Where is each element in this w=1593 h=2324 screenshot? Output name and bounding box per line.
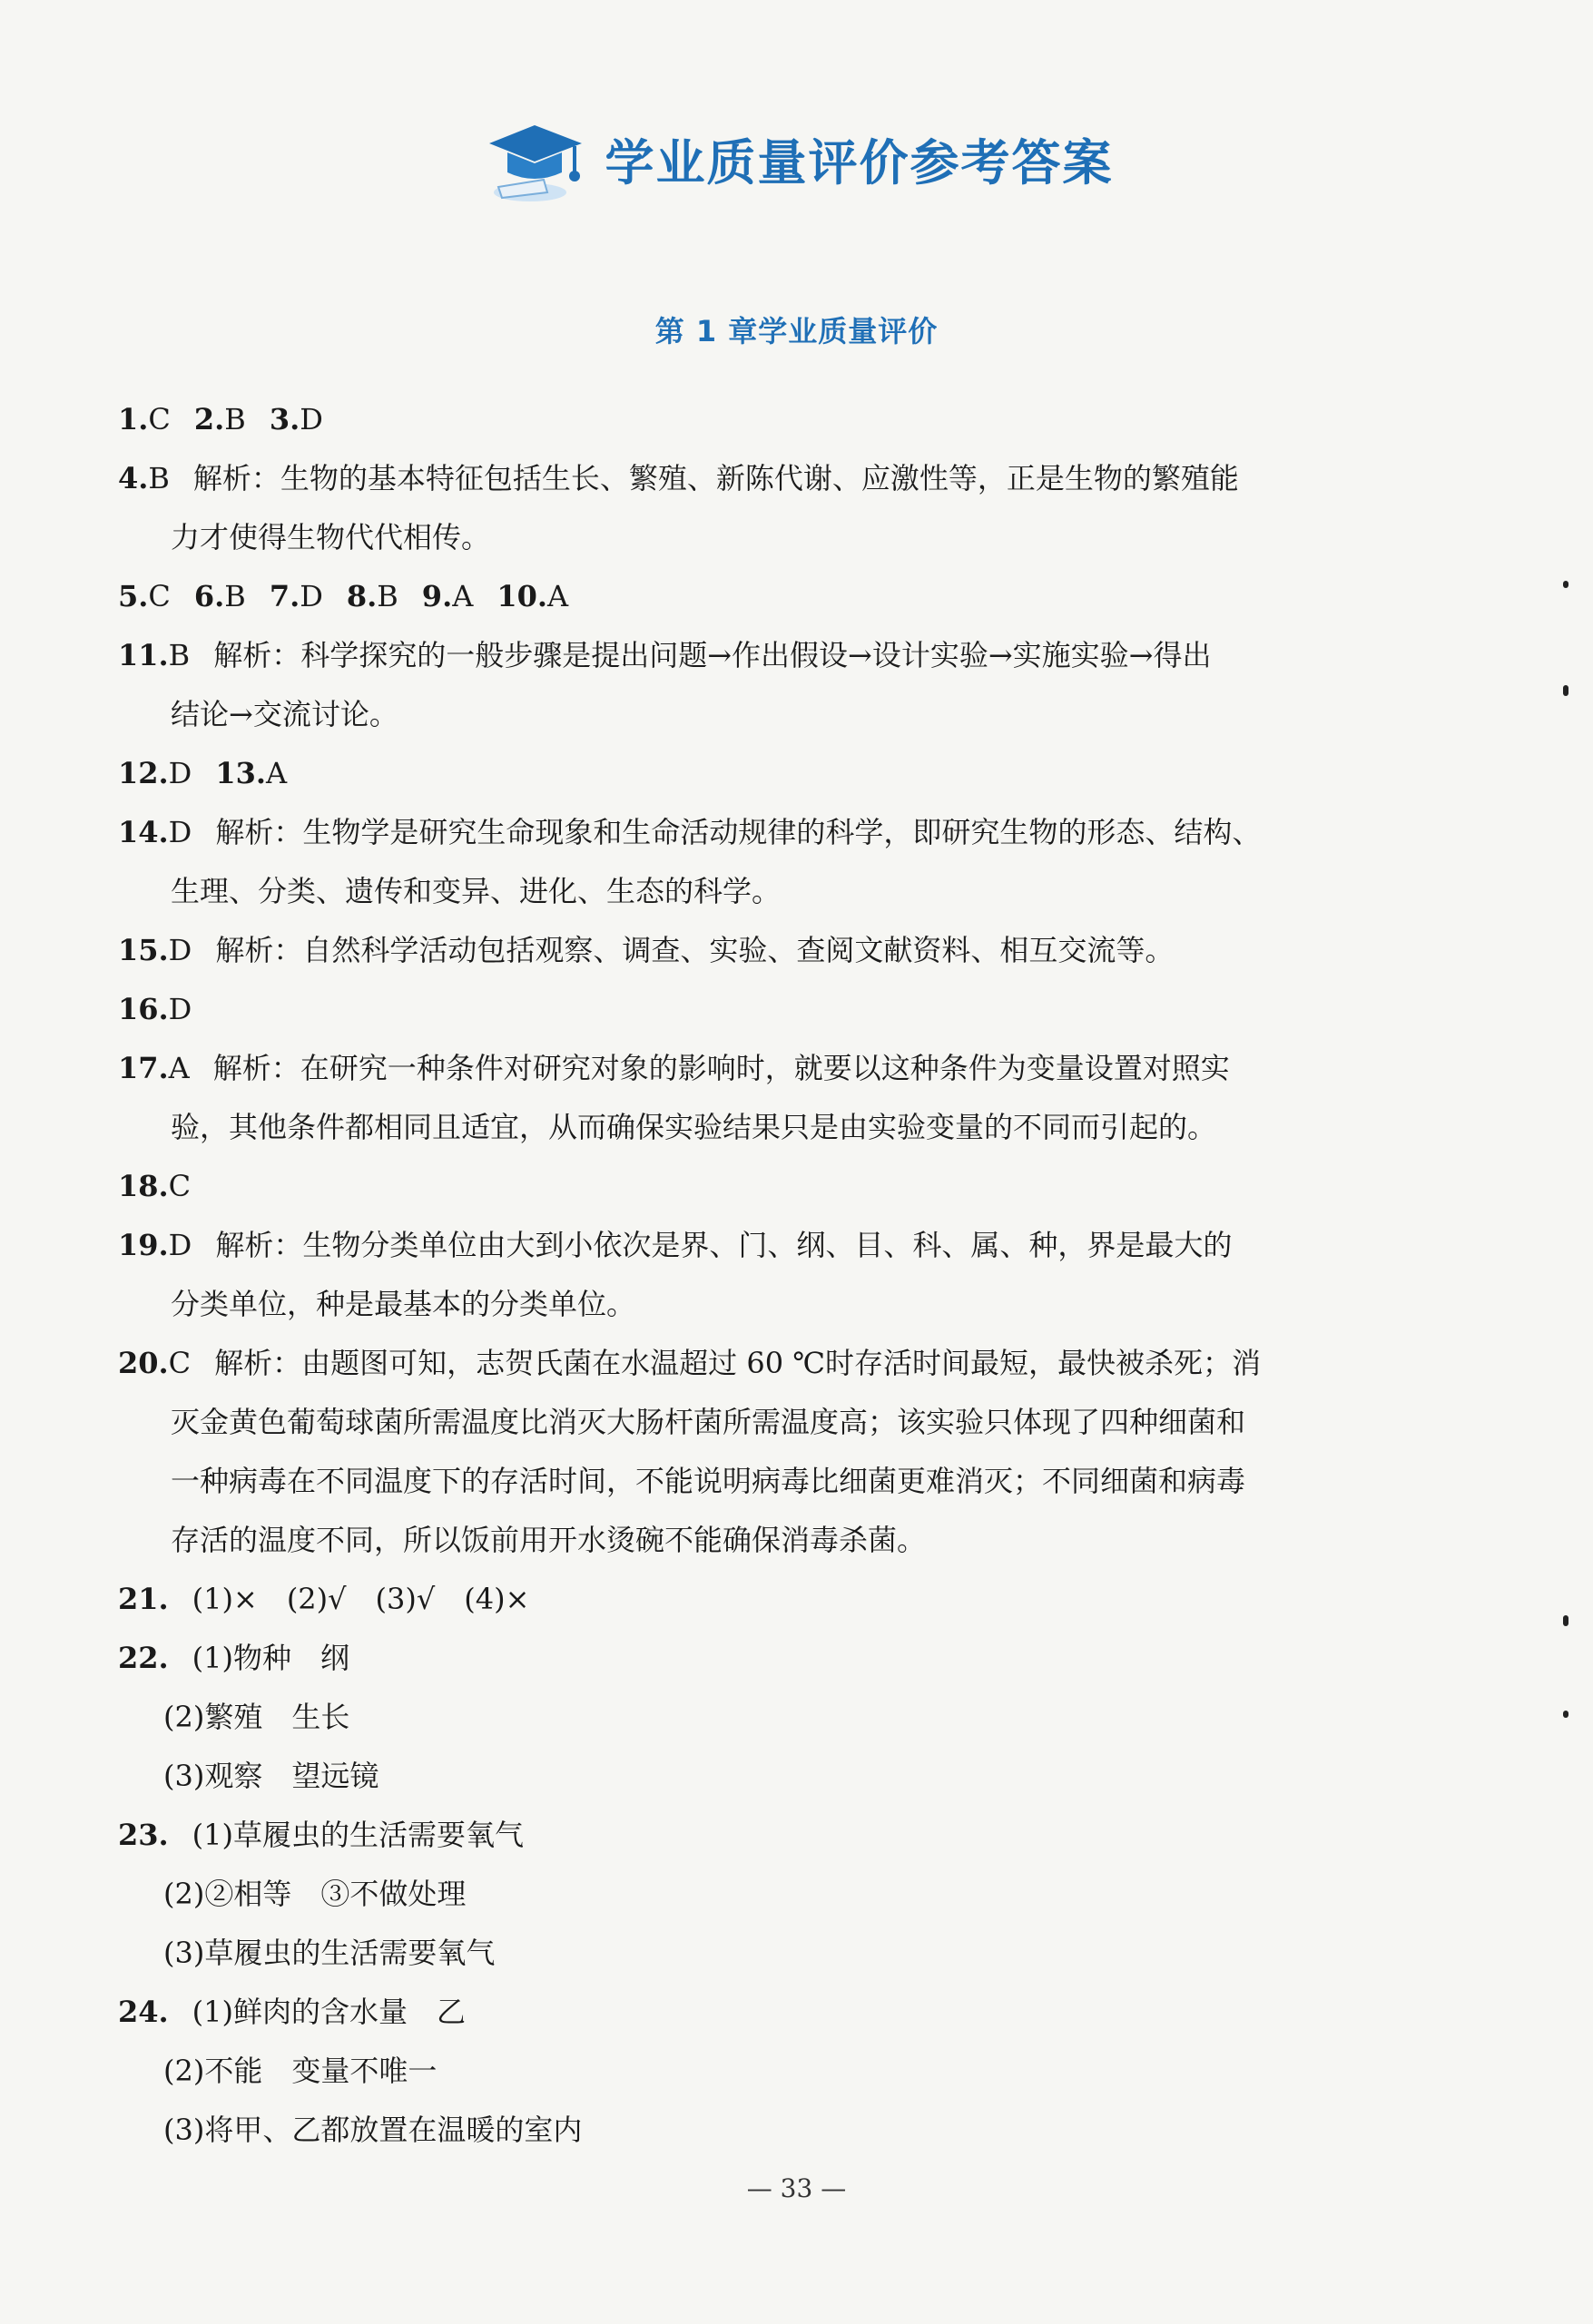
answer-text: 存活的温度不同，所以饭前用开水烫碗不能确保消毒杀菌。 [171, 1523, 927, 1557]
margin-mark [1563, 581, 1568, 588]
question-number: 10. [497, 579, 547, 613]
answer-explanation: 解析：由题图可知，志贺氏菌在水温超过 60 ℃时存活时间最短，最快被杀死；消 [214, 1346, 1262, 1380]
question-number: 7. [269, 579, 300, 613]
answer-line [118, 449, 1470, 508]
question-number: 19. [118, 1228, 169, 1262]
answer-choice: C [168, 1346, 192, 1380]
answer-explanation: 解析：科学探究的一般步骤是提出问题→作出假设→设计实验→实施实验→得出 [213, 638, 1212, 672]
answer-explanation: 解析：生物学是研究生命现象和生命活动规律的科学，即研究生物的形态、结构、 [215, 815, 1262, 849]
answer-text: 结论→交流讨论。 [171, 697, 398, 731]
answer-choice: B [168, 638, 191, 672]
question-number: 11. [118, 638, 169, 672]
answer-text: 力才使得生物代代相传。 [171, 520, 491, 554]
answer-choice: D [168, 992, 192, 1026]
question-number: 15. [118, 933, 169, 967]
question-number: 14. [118, 815, 169, 849]
question-number: 6. [193, 579, 225, 613]
answer-line [118, 921, 1470, 980]
answer-choice: B [224, 402, 246, 436]
question-number: 22. [118, 1641, 169, 1675]
answer-line [118, 508, 1470, 567]
answer-choice: B [377, 579, 398, 613]
answer-line [118, 1275, 1470, 1334]
question-number: 23. [118, 1818, 169, 1852]
answer-line [118, 1747, 1470, 1806]
question-number: 21. [118, 1582, 169, 1616]
answer-explanation: (1)鲜肉的含水量 乙 [192, 1995, 467, 2029]
answer-choice: D [168, 933, 192, 967]
answer-text: (2)②相等 ③不做处理 [163, 1877, 467, 1911]
question-number: 4. [118, 461, 149, 495]
answer-text: 生理、分类、遗传和变异、进化、生态的科学。 [171, 874, 782, 908]
question-number: 9. [421, 579, 453, 613]
answer-choice: D [168, 1228, 192, 1262]
answer-line [118, 2042, 1470, 2101]
answer-text: 灭金黄色葡萄球菌所需温度比消灭大肠杆菌所需温度高；该实验只体现了四种细菌和 [171, 1405, 1246, 1439]
answer-line [118, 1629, 1470, 1688]
page-title: 学业质量评价参考答案 [605, 133, 1114, 191]
answer-explanation: 解析：在研究一种条件对研究对象的影响时，就要以这种条件为变量设置对照实 [212, 1051, 1230, 1085]
question-number: 20. [118, 1346, 169, 1380]
answer-text: (2)不能 变量不唯一 [163, 2054, 438, 2088]
answer-choice: D [300, 579, 323, 613]
answer-line [118, 567, 1470, 626]
answer-list [118, 390, 1470, 2160]
answer-choice: A [452, 579, 474, 613]
answer-line [118, 1865, 1470, 1924]
answer-explanation: 解析：生物的基本特征包括生长、繁殖、新陈代谢、应激性等，正是生物的繁殖能 [192, 461, 1239, 495]
answer-text: (3)将甲、乙都放置在温暖的室内 [163, 2113, 583, 2147]
answer-line [118, 1806, 1470, 1865]
answer-explanation: 解析：生物分类单位由大到小依次是界、门、纲、目、科、属、种，界是最大的 [215, 1228, 1233, 1262]
question-number: 13. [215, 756, 266, 790]
question-number: 3. [269, 402, 300, 436]
answer-line [118, 1688, 1470, 1747]
answer-line [118, 390, 1470, 449]
answer-line [118, 744, 1470, 803]
answer-line [118, 980, 1470, 1039]
question-number: 2. [193, 402, 225, 436]
question-number: 17. [118, 1051, 169, 1085]
answer-line [118, 685, 1470, 744]
answer-choice: C [148, 402, 171, 436]
answer-line [118, 1039, 1470, 1098]
answer-line [118, 1983, 1470, 2042]
answer-explanation: (1)草履虫的生活需要氧气 [192, 1818, 525, 1852]
answer-choice: D [168, 756, 192, 790]
answer-choice: B [224, 579, 246, 613]
question-number: 16. [118, 992, 169, 1026]
answer-line [118, 862, 1470, 921]
answer-choice: B [148, 461, 170, 495]
chapter-title: 第 1 章学业质量评价 [654, 314, 939, 348]
answer-choice: D [300, 402, 323, 436]
answer-text: 分类单位，种是最基本的分类单位。 [171, 1287, 636, 1321]
answer-line [118, 1924, 1470, 1983]
answer-choice: A [266, 756, 288, 790]
answer-choice: C [148, 579, 171, 613]
question-number: 24. [118, 1995, 169, 2029]
answer-line [118, 803, 1470, 862]
answer-text: (2)繁殖 生长 [163, 1700, 350, 1734]
answer-line [118, 1570, 1470, 1629]
question-number: 1. [118, 402, 149, 436]
answer-line [118, 1334, 1470, 1393]
answer-choice: A [546, 579, 569, 613]
answer-line [118, 1511, 1470, 1570]
margin-mark [1563, 1615, 1568, 1626]
answer-line [118, 1393, 1470, 1452]
question-number: 5. [118, 579, 149, 613]
answer-explanation: (1)物种 纲 [192, 1641, 350, 1675]
question-number: 12. [118, 756, 169, 790]
answer-explanation: 解析：自然科学活动包括观察、调查、实验、查阅文献资料、相互交流等。 [215, 933, 1175, 967]
answer-line [118, 1216, 1470, 1275]
answer-line [118, 1098, 1470, 1157]
answer-choice: D [168, 815, 192, 849]
page-number: — 33 — [746, 2173, 847, 2203]
answer-text: 一种病毒在不同温度下的存活时间，不能说明病毒比细菌更难消灭；不同细菌和病毒 [171, 1464, 1246, 1498]
answer-line [118, 1157, 1470, 1216]
answer-text: (3)草履虫的生活需要氧气 [163, 1936, 496, 1970]
answer-text: (3)观察 望远镜 [163, 1759, 379, 1793]
answer-explanation: (1)× (2)√ (3)√ (4)× [192, 1582, 530, 1616]
graduation-cap-icon [480, 109, 589, 209]
answer-choice: C [168, 1169, 192, 1203]
answer-line [118, 2101, 1470, 2160]
answer-choice: A [168, 1051, 190, 1085]
page-header [0, 109, 1593, 209]
answer-text: 验，其他条件都相同且适宜，从而确保实验结果只是由实验变量的不同而引起的。 [171, 1110, 1217, 1144]
question-number: 8. [346, 579, 378, 613]
answer-line [118, 1452, 1470, 1511]
margin-mark [1563, 685, 1568, 696]
question-number: 18. [118, 1169, 169, 1203]
answer-line [118, 626, 1470, 685]
margin-mark [1563, 1711, 1568, 1718]
